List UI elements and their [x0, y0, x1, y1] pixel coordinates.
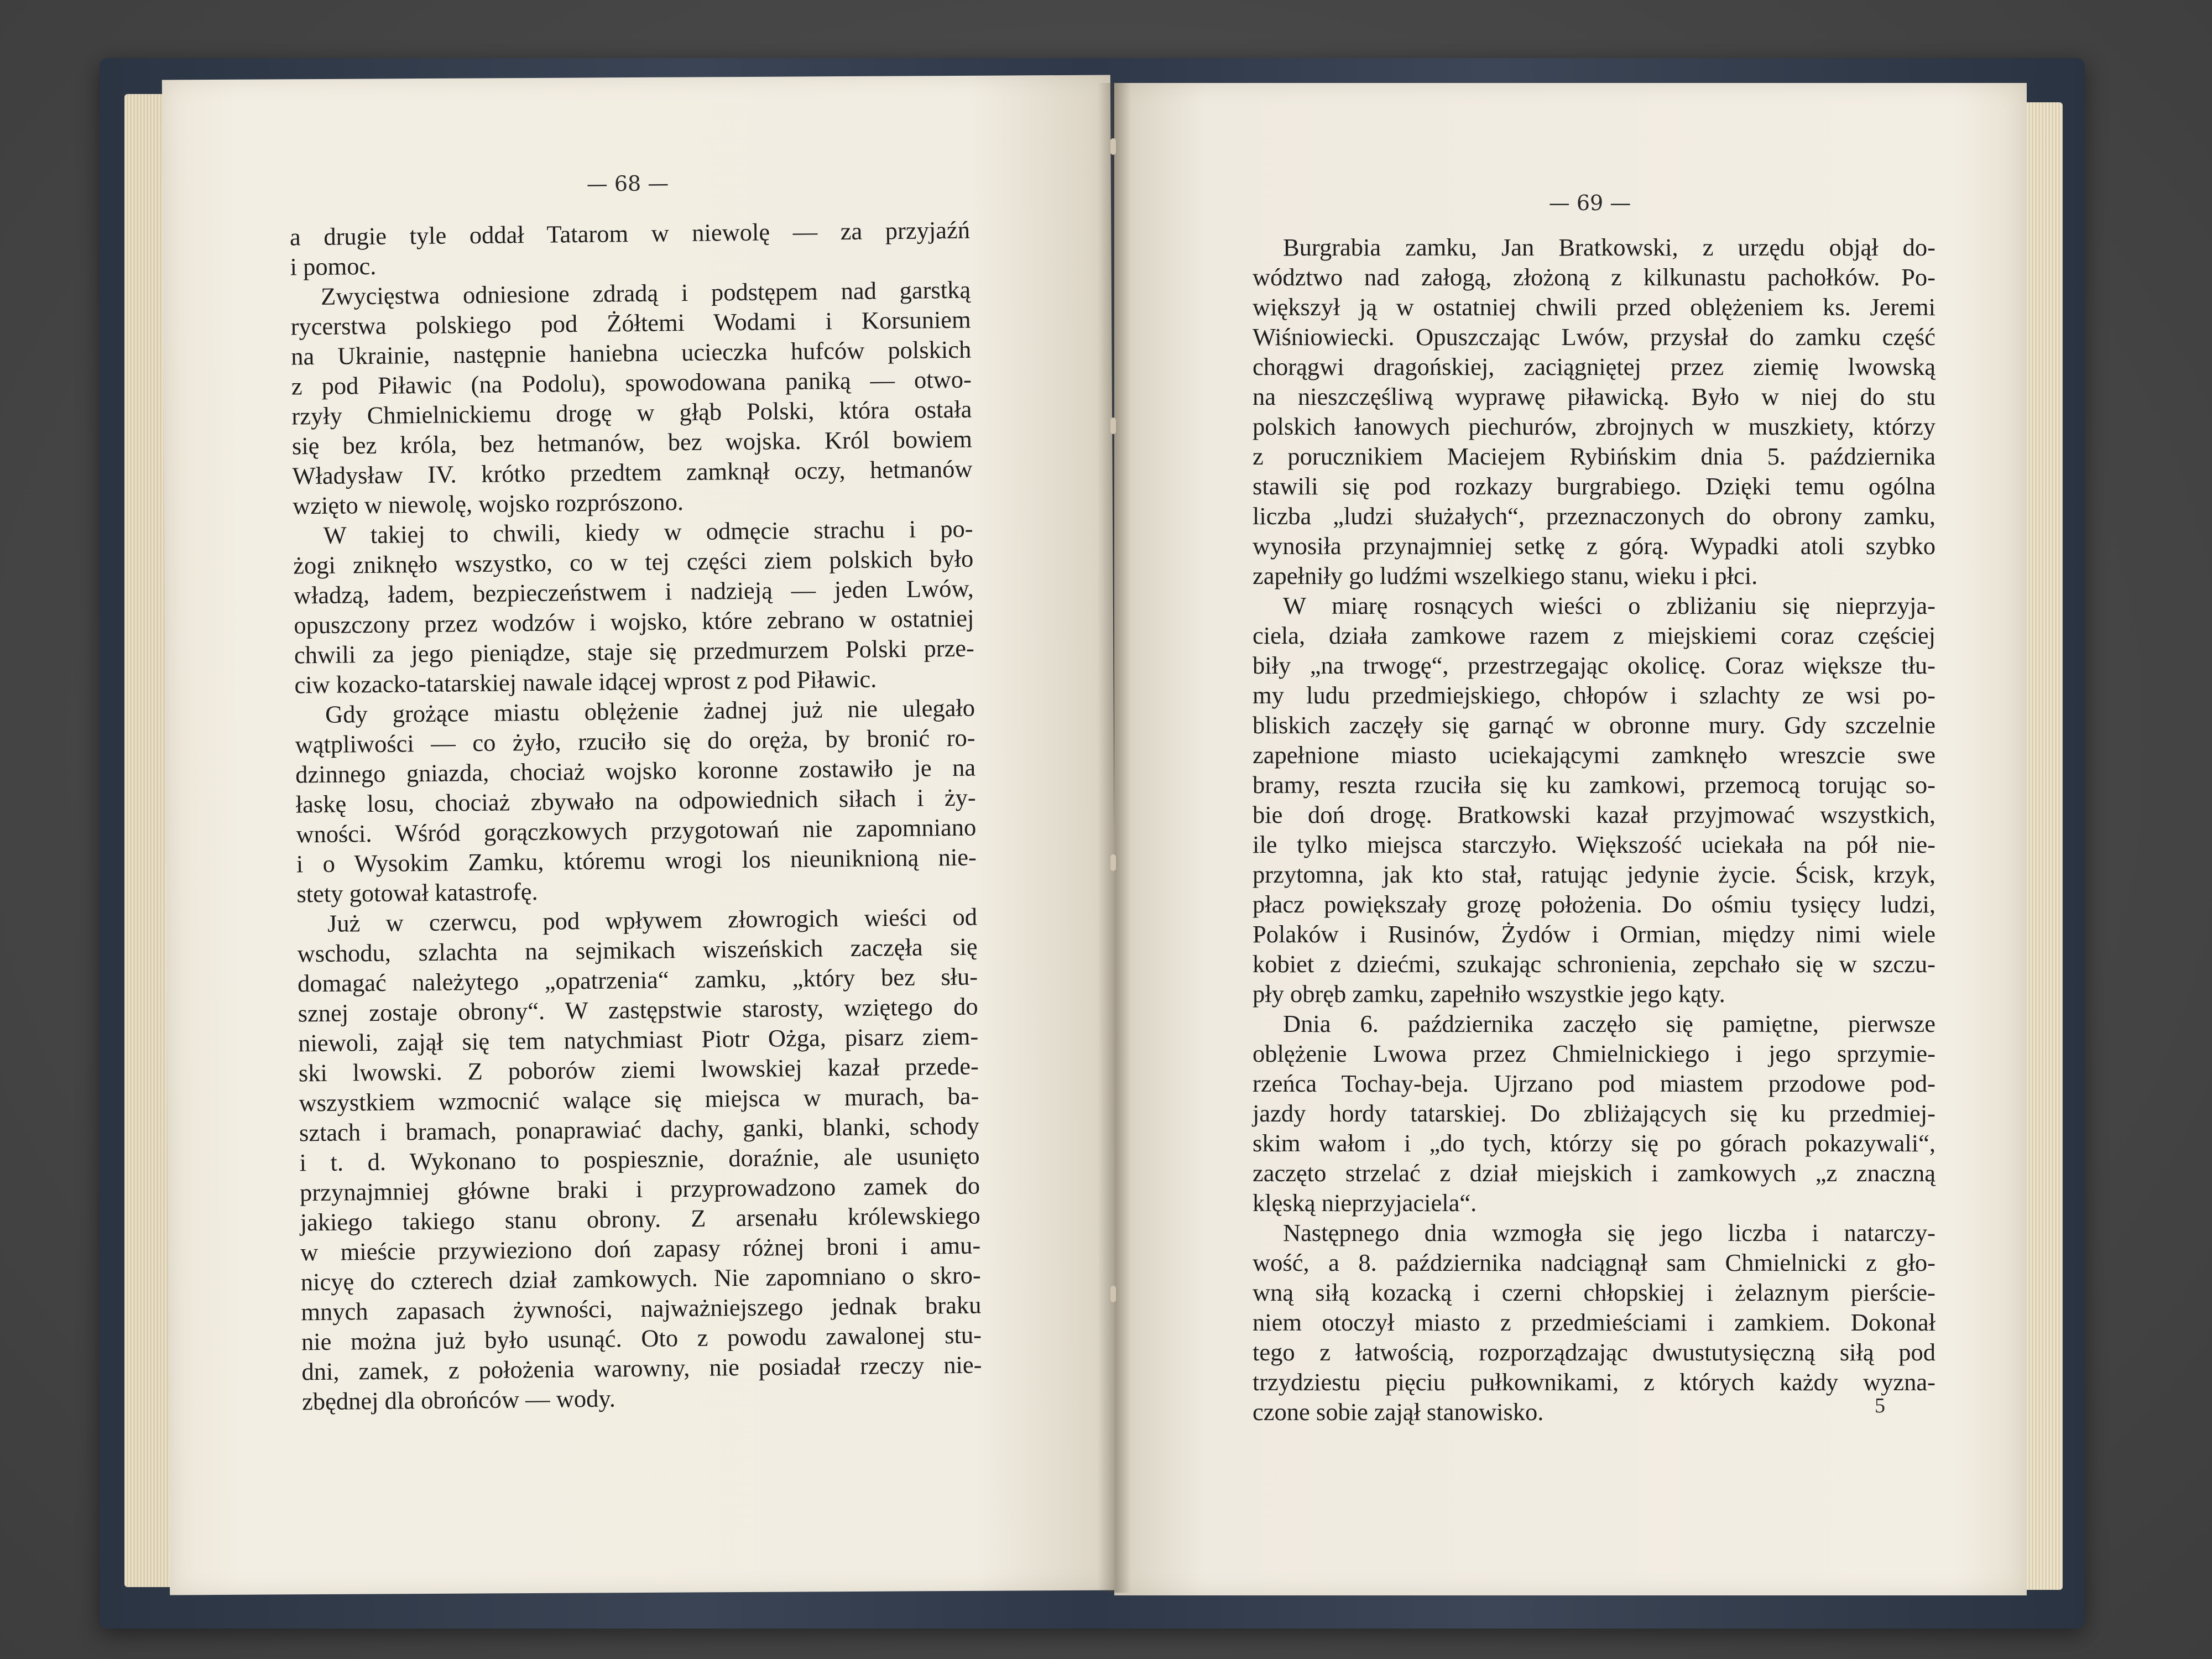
text-line: tego z łatwością, rozporządzając dwustutysięczną siłą pod [1253, 1338, 1936, 1366]
text-line: Wiśniowiecki. Opuszczając Lwów, przysłał do zamku część [1253, 323, 1936, 351]
text-line: Burgrabia zamku, Jan Bratkowski, z urzędu objął do- [1283, 233, 1936, 261]
text-line: Dnia 6. października zaczęło się pamiętne, pierwsze [1283, 1010, 1936, 1037]
text-line: z porucznikiem Maciejem Rybińskim dnia 5. października [1253, 442, 1936, 470]
text-line: nie można już było usunąć. Oto z powodu zawalonej stu- [301, 1321, 982, 1356]
text-line: wszystkiem wzmocnić walące się miejsca w murach, ba- [299, 1082, 979, 1117]
text-line: stawili się pod rozkazy burgrabiego. Dzięki temu ogólna [1253, 472, 1936, 500]
text-line: klęską nieprzyjaciela“. [1253, 1189, 1477, 1217]
text-line: czone sobie zajął stanowisko. [1253, 1398, 1544, 1426]
text-line: zapełniły go ludźmi wszelkiego stanu, wieku i płci. [1253, 562, 1758, 589]
text-line: zaczęto strzelać z dział miejskich i zamkowych „z znaczną [1253, 1159, 1936, 1187]
text-line: i t. d. Wykonano to pospiesznie, doraźnie, ale usunięto [299, 1141, 980, 1177]
text-line: ciw kozacko-tatarskiej nawale idącej wprost z pod Piławic. [294, 665, 877, 699]
left-page-number: — 68 — [586, 171, 669, 196]
text-line: zbędnej dla obrońców — wody. [301, 1384, 616, 1416]
text-line: nicyę do czterech dział zamkowych. Nie zapomniano o skro- [300, 1261, 981, 1296]
text-line: W miarę rosnących wieści o zbliżaniu się nieprzyja- [1283, 592, 1936, 619]
text-line: z pod Piławic (na Podolu), spowodowana paniką — otwo- [291, 365, 972, 400]
text-line: niewoli, zajął się tem natychmiast Piotr Ożga, pisarz ziem- [298, 1022, 979, 1057]
text-line: rycerstwa polskiego pod Żółtemi Wodami i Korsuniem [290, 305, 971, 341]
text-line: domagać należytego „opatrzenia“ zamku, „który bez słu- [297, 962, 978, 998]
text-line: na Ukrainie, następnie haniebna ucieczka hufców polskich [291, 335, 972, 371]
text-line: rzeńca Tochay-beja. Ujrzano pod miastem przodowe pod- [1253, 1070, 1936, 1097]
text-line: większył ją w ostatniej chwili przed oblężeniem ks. Jeremi [1253, 293, 1936, 321]
text-line: i o Wysokim Zamku, któremu wrogi los nieuniknioną nie- [296, 843, 977, 878]
text-line: w mieście przywieziono doń zapasy różnej broni i amu- [300, 1231, 981, 1266]
text-line: rzyły Chmielnickiemu drogę w głąb Polski, która ostała [291, 395, 972, 430]
left-page-text [290, 215, 983, 1417]
binding-stitch [1110, 1286, 1116, 1302]
text-line: polskich łanowych piechurów, zbrojnych w muszkiety, którzy [1253, 413, 1936, 440]
text-line: skim wałom i „do tych, którzy się po górach pokazywali“, [1253, 1129, 1936, 1157]
text-line: się bez króla, bez hetmanów, bez wojska. Król bowiem [291, 425, 973, 460]
text-line: a drugie tyle oddał Tatarom w niewolę — za przyjaźń [289, 216, 971, 251]
text-line: przynajmniej główne braki i przyprowadzono zamek do [299, 1171, 980, 1207]
text-line: niem otoczył miasto z przedmieściami i zamkiem. Dokonał [1253, 1308, 1936, 1336]
text-line: zapełnione miasto uciekającymi zamknęło wreszcie swe [1253, 741, 1936, 769]
text-line: wną siłą kozacką i czerni chłopskiej i żelaznym pierście- [1253, 1279, 1936, 1306]
text-line: Zwycięstwa odniesione zdradą i podstępem nad garstką [320, 275, 971, 310]
text-line: przytomna, jak kto stał, ratując jedynie życie. Ścisk, krzyk, [1253, 860, 1936, 888]
text-line: bie doń drogę. Bratkowski kazał przyjmować wszystkich, [1253, 801, 1936, 828]
text-line: ile tylko miejsca starczyło. Większość uciekała na pół nie- [1253, 831, 1936, 858]
text-line: bliskich zaczęły się garnąć w obronne mury. Gdy szczelnie [1253, 711, 1936, 739]
text-line: kobiet z dziećmi, szukając schronienia, zepchało się w szczu- [1253, 950, 1936, 978]
text-line: wość, a 8. października nadciągnął sam Chmielnicki z gło- [1253, 1249, 1936, 1276]
text-line: wynosiła przynajmniej setkę z górą. Wypadki atoli szybko [1253, 532, 1936, 560]
text-line: chorągwi dragońskiej, zaciągniętej przez ziemię lwowską [1253, 353, 1936, 380]
text-line: i pomoc. [290, 252, 377, 281]
text-line: Już w czerwcu, pod wpływem złowrogich wieści od [327, 902, 978, 937]
text-line: pły obręb zamku, zapełniło wszystkie jego kąty. [1253, 980, 1725, 1008]
text-line: żogi zniknęło wszystko, co w tej części ziem polskich było [293, 544, 974, 580]
text-line: wzięto w niewolę, wojsko rozprószono. [292, 488, 684, 520]
text-line: wności. Wśród gorączkowych przygotowań nie zapomniano [296, 813, 977, 848]
binding-stitch [1110, 854, 1116, 871]
text-line: mnych zapasach żywności, najważniejszego jednak braku [301, 1291, 982, 1326]
text-line: ciela, działa zamkowe razem z miejskiemi coraz częściej [1253, 622, 1936, 649]
text-line: dzinnego gniazda, chociaż wojsko koronne zostawiło je na [295, 753, 976, 789]
text-line: dni, zamek, z położenia warowny, nie posiadał rzeczy nie- [301, 1350, 982, 1386]
text-line: Władysław IV. krótko przedtem zamknął oczy, hetmanów [292, 455, 973, 490]
text-line: sztach i bramach, ponaprawiać dachy, ganki, blanki, schody [299, 1112, 980, 1147]
right-page-number: — 69 — [1548, 191, 1631, 215]
text-line: Następnego dnia wzmogła się jego liczba i natarczy- [1283, 1219, 1936, 1246]
text-line: stety gotował katastrofę. [296, 877, 538, 908]
text-line: bramy, reszta rzuciła się ku zamkowi, przemocą torując so- [1253, 771, 1936, 799]
text-line: my ludu przedmiejskiego, chłopów i szlachty ze wsi po- [1253, 681, 1936, 709]
text-line: Gdy grożące miastu oblężenie żadnej już nie ulegało [325, 693, 975, 728]
binding-stitch [1110, 418, 1116, 434]
binding-stitch [1110, 138, 1116, 155]
text-line: łaskę losu, chociaż zbywało na odpowiednich siłach i ży- [295, 783, 976, 818]
text-line: płacz powiększały grozę położenia. Do ośmiu tysięcy ludzi, [1253, 890, 1936, 918]
text-line: wątpliwości — co żyło, rzuciło się do oręża, by bronić ro- [295, 723, 975, 759]
text-line: oblężenie Lwowa przez Chmielnickiego i jego sprzymie- [1253, 1040, 1936, 1067]
text-line: na nieszczęśliwą wyprawę piławicką. Było w niej do stu [1253, 383, 1936, 410]
text-line: Polaków i Rusinów, Żydów i Ormian, między nimi wiele [1253, 920, 1936, 948]
text-line: biły „na trwogę“, przestrzegając okolicę. Coraz większe tłu- [1253, 651, 1936, 679]
text-line: W takiej to chwili, kiedy w odmęcie strachu i po- [323, 514, 973, 549]
text-line: władzą, ładem, bezpieczeństwem i nadzieją — jeden Lwów, [293, 574, 974, 609]
signature-mark: 5 [1875, 1394, 1885, 1417]
text-line: jakiego takiego stanu obrony. Z arsenału królewskiego [300, 1201, 980, 1237]
text-line: jazdy hordy tatarskiej. Do zbliżających się ku przedmiej- [1253, 1099, 1936, 1127]
text-line: opuszczony przez wodzów i wojsko, które zebrano w ostatniej [294, 604, 974, 639]
text-line: trzydziestu pięciu pułkownikami, z których każdy wyzna- [1253, 1368, 1936, 1396]
text-line: wództwo nad załogą, złożoną z kilkunastu pachołków. Po- [1253, 263, 1936, 291]
text-line: wschodu, szlachta na sejmikach wiszeńskich zaczęła się [297, 932, 978, 968]
text-line: ski lwowski. Z poborów ziemi lwowskiej kazał przede- [298, 1052, 979, 1087]
text-line: liczba „ludzi służałych“, przeznaczonych do obrony zamku, [1253, 502, 1936, 530]
text-line: sznej zostaje obrony“. W zastępstwie starosty, wziętego do [298, 992, 978, 1027]
text-line: chwili za jego pieniądze, staje się przedmurzem Polski prze- [294, 634, 975, 669]
right-page-text [1253, 232, 1936, 1427]
book-gutter [1098, 83, 1131, 1593]
